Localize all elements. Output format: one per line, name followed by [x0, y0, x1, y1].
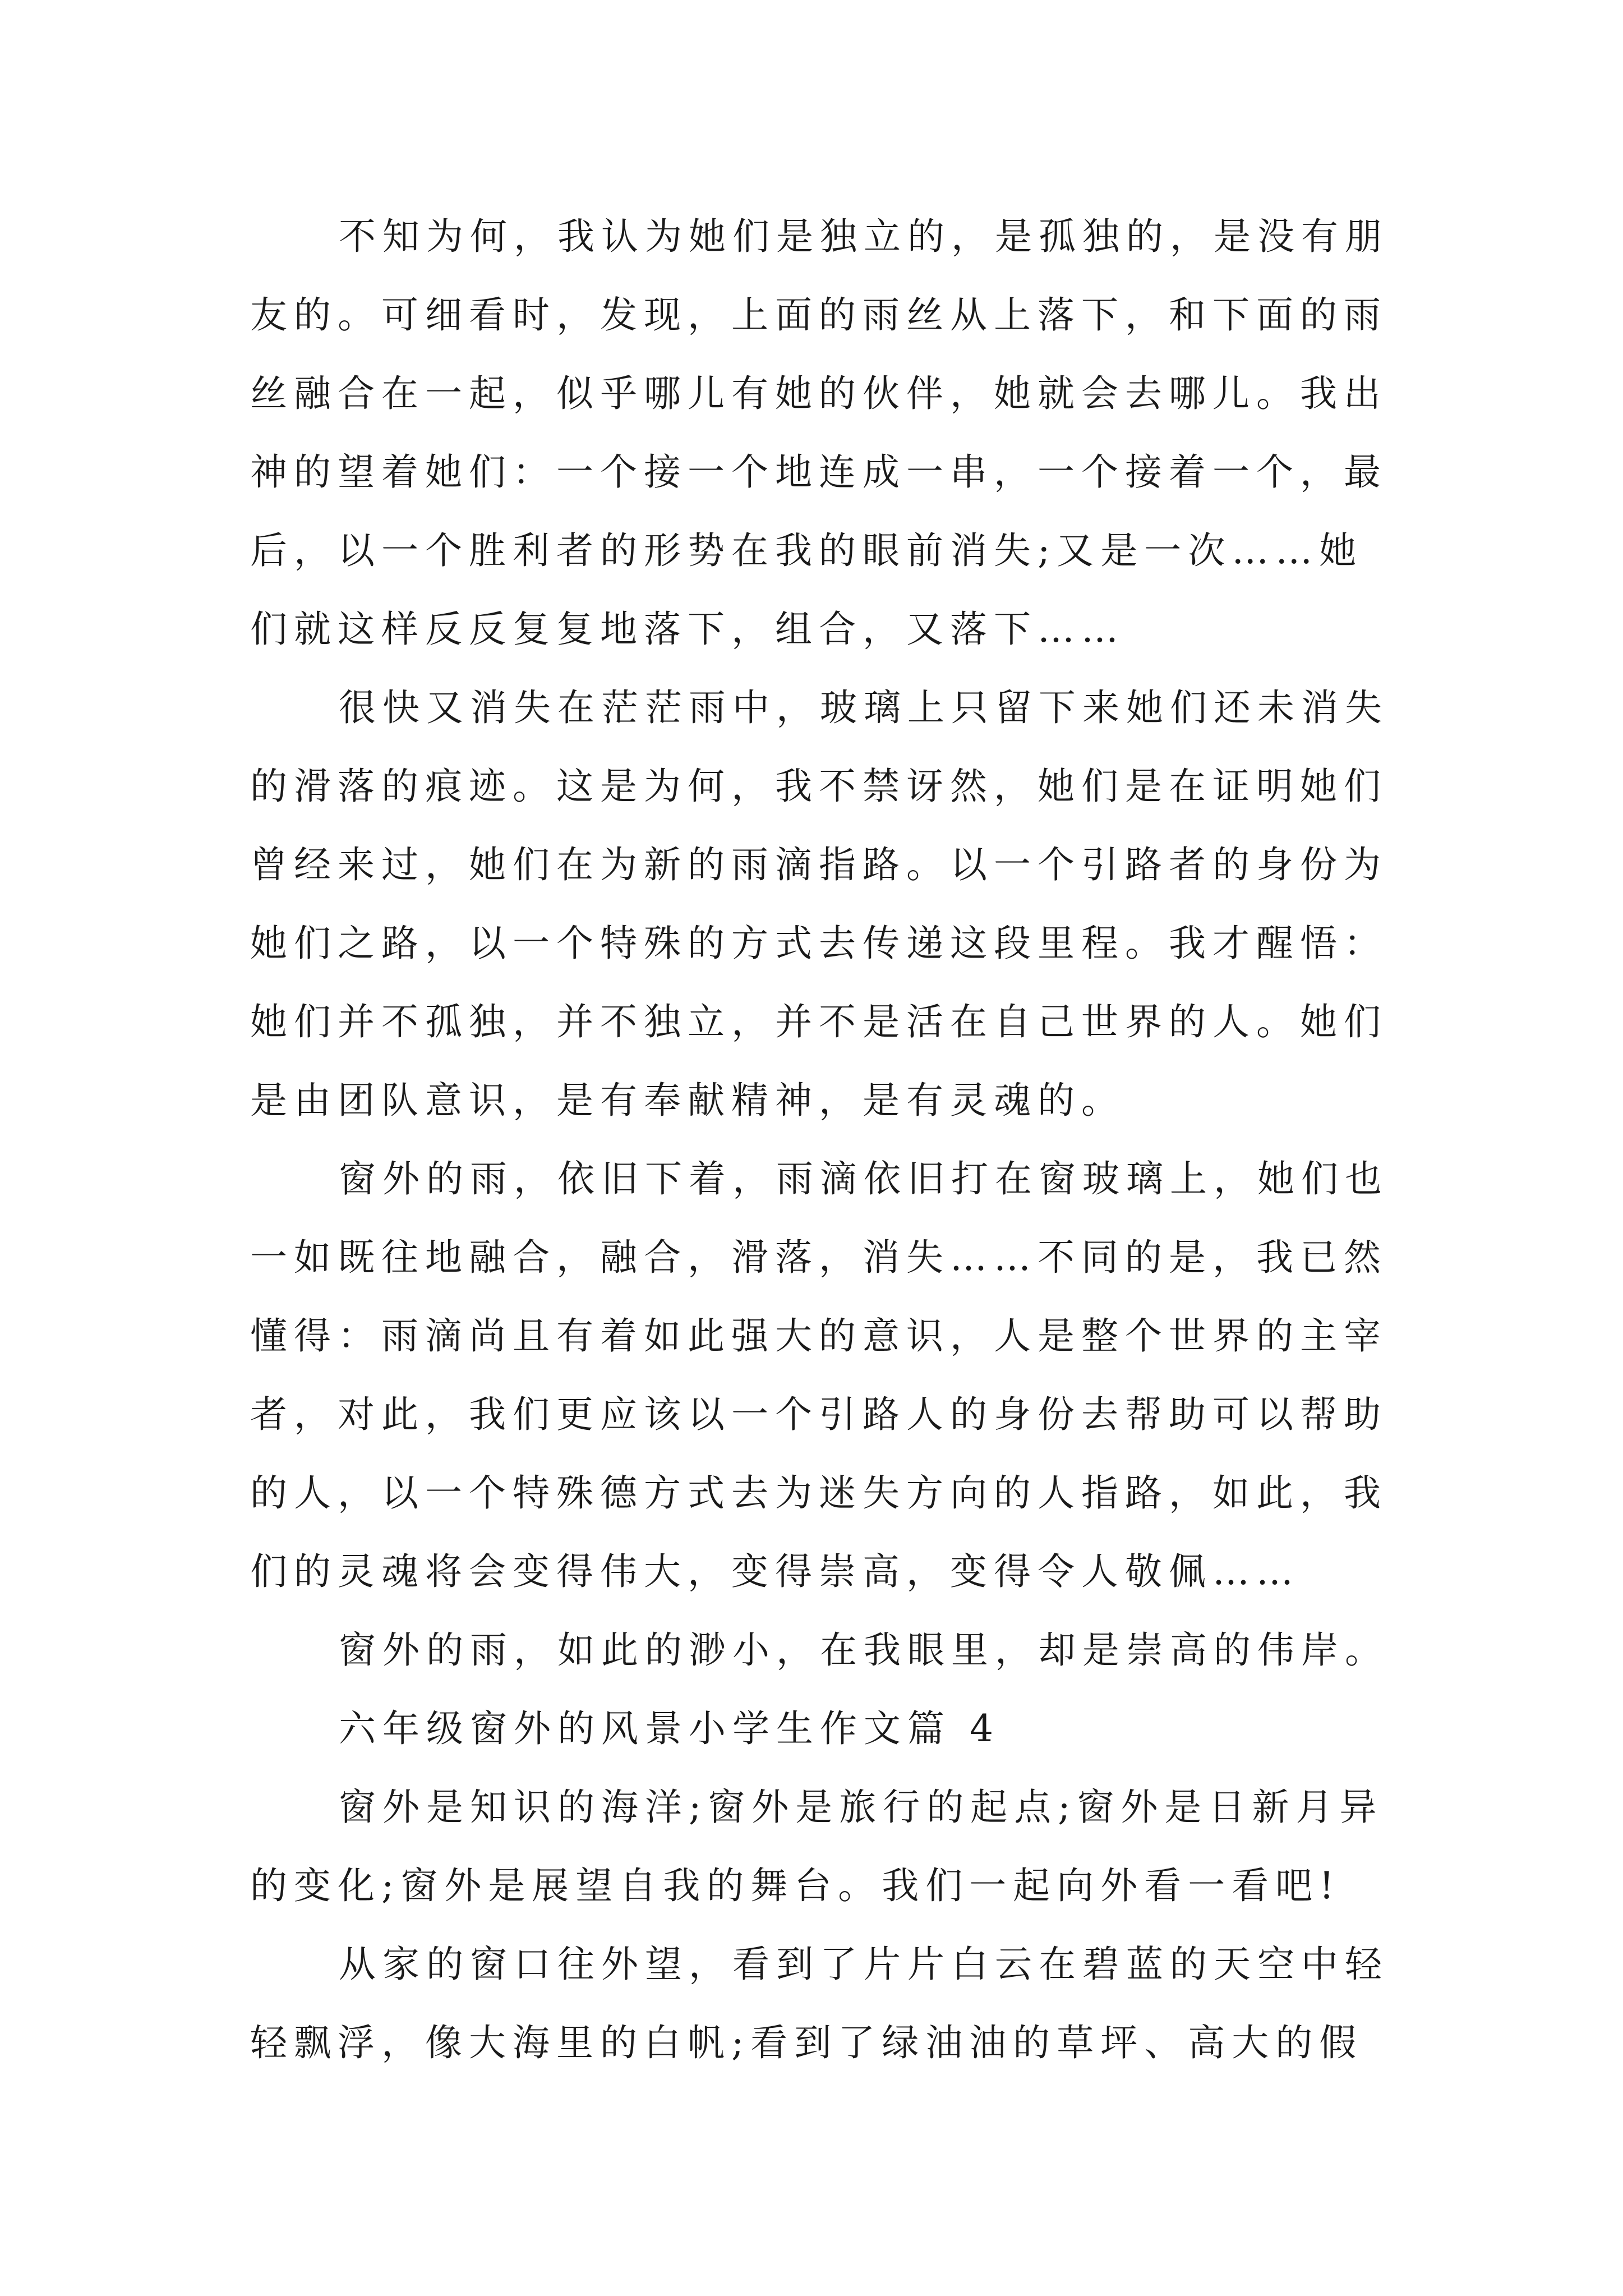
paragraph-2-line-5: 她们并不孤独，并不独立，并不是活在自己世界的人。她们 [250, 1000, 1387, 1043]
paragraph-3-line-4: 者，对此，我们更应该以一个引路人的身份去帮助可以帮助 [250, 1393, 1387, 1436]
paragraph-5-line-1: 窗外是知识的海洋;窗外是旅行的起点;窗外是日新月异 [339, 1786, 1384, 1829]
section-heading: 六年级窗外的风景小学生作文篇 4 [339, 1707, 1000, 1750]
paragraph-3-line-3: 懂得：雨滴尚且有着如此强大的意识，人是整个世界的主宰 [250, 1314, 1387, 1358]
paragraph-1-line-4: 神的望着她们：一个接一个地连成一串，一个接着一个，最 [250, 450, 1387, 494]
paragraph-1-line-3: 丝融合在一起，似乎哪儿有她的伙伴，她就会去哪儿。我出 [250, 372, 1387, 415]
paragraph-2-line-6: 是由团队意识，是有奉献精神，是有灵魂的。 [250, 1079, 1125, 1122]
paragraph-5-line-2: 的变化;窗外是展望自我的舞台。我们一起向外看一看吧! [250, 1864, 1341, 1907]
paragraph-3-line-1: 窗外的雨，依旧下着，雨滴依旧打在窗玻璃上，她们也 [339, 1157, 1389, 1200]
paragraph-1-line-6: 们就这样反反复复地落下，组合，又落下…… [250, 608, 1125, 651]
paragraph-2-line-4: 她们之路，以一个特殊的方式去传递这段里程。我才醒悟： [250, 922, 1387, 965]
paragraph-1-line-1: 不知为何，我认为她们是独立的，是孤独的，是没有朋 [339, 215, 1389, 258]
paragraph-3-line-5: 的人，以一个特殊德方式去为迷失方向的人指路，如此，我 [250, 1471, 1387, 1515]
paragraph-6-line-2: 轻飘浮，像大海里的白帆;看到了绿油油的草坪、高大的假 [250, 2021, 1363, 2064]
paragraph-1-line-2: 友的。可细看时，发现，上面的雨丝从上落下，和下面的雨 [250, 293, 1387, 337]
paragraph-2-line-2: 的滑落的痕迹。这是为何，我不禁讶然，她们是在证明她们 [250, 765, 1387, 808]
paragraph-3-line-2: 一如既往地融合，融合，滑落，消失……不同的是，我已然 [250, 1236, 1387, 1279]
paragraph-6-line-1: 从家的窗口往外望，看到了片片白云在碧蓝的天空中轻 [339, 1943, 1389, 1986]
paragraph-2-line-3: 曾经来过，她们在为新的雨滴指路。以一个引路者的身份为 [250, 843, 1387, 886]
paragraph-3-line-6: 们的灵魂将会变得伟大，变得崇高，变得令人敬佩…… [250, 1550, 1300, 1593]
paragraph-1-line-5: 后，以一个胜利者的形势在我的眼前消失;又是一次……她 [250, 529, 1363, 572]
paragraph-4-line-1: 窗外的雨，如此的渺小，在我眼里，却是崇高的伟岸。 [339, 1628, 1389, 1672]
paragraph-2-line-1: 很快又消失在茫茫雨中，玻璃上只留下来她们还未消失 [339, 686, 1389, 729]
